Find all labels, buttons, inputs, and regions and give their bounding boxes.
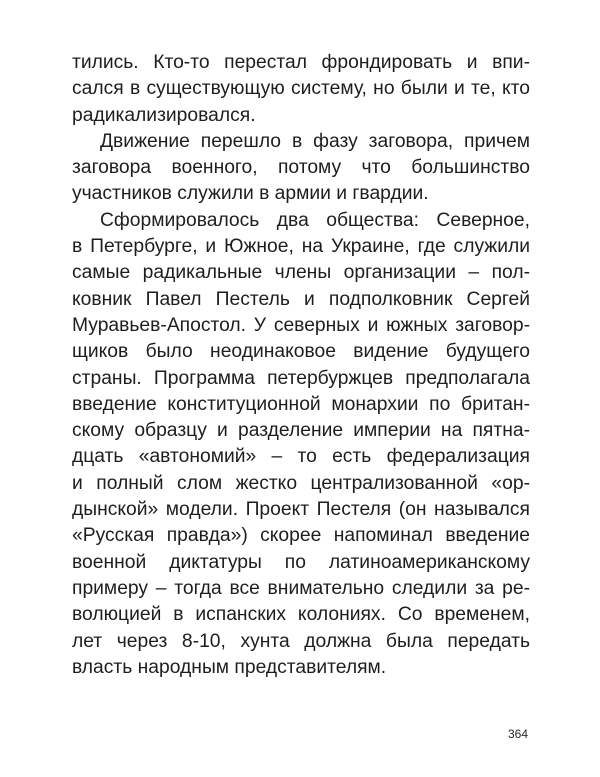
paragraph [72,208,530,681]
text-line: тились. Кто-то перестал фрондировать и впи- [72,52,530,73]
text-line: Сформировалось два общества: Северное, [100,209,530,231]
body-text [72,50,530,681]
text-line: дцать «автономий» – то есть федерализация [72,446,530,468]
paragraph [72,129,530,208]
text-line: участников служили в армии и гвардии. [72,183,429,205]
text-line: дынской» модели. Проект Пестеля (он назывался [72,499,530,521]
text-line: сался в существующую систему, но были и те, кто [72,78,530,100]
text-line: и полный слом жестко централизованной «ор- [72,472,530,494]
page-number: 364 [507,727,528,741]
text-line: радикализировался. [72,104,256,126]
paragraph [72,50,530,129]
text-line: власть народным представителям. [72,656,387,678]
text-line: самые радикальные члены организации – пол- [72,262,530,284]
text-line: скому образцу и разделение империи на пятна- [72,420,530,442]
text-line: Муравьев-Апостол. У северных и южных заговор- [72,314,530,336]
text-line: примеру – тогда все внимательно следили за ре- [72,577,530,599]
text-line: лет через 8-10, хунта должна была передать [72,630,530,652]
text-line: «Русская правда») скорее напоминал введение [72,525,530,547]
text-line: ковник Павел Пестель и подполковник Сергей [72,288,530,310]
text-line: волюцией в испанских колониях. Со временем, [72,604,530,626]
text-line: Движение перешло в фазу заговора, причем [100,130,530,152]
text-line: заговора военного, потому что большинство [72,157,530,179]
text-line: страны. Программа петербуржцев предполагала [72,367,530,389]
text-line: в Петербурге, и Южное, на Украине, где служили [72,236,530,258]
text-line: введение конституционной монархии по британ- [72,393,530,415]
text-line: военной диктатуры по латиноамериканскому [72,551,530,573]
text-line: щиков было неодинаковое видение будущего [72,341,530,363]
